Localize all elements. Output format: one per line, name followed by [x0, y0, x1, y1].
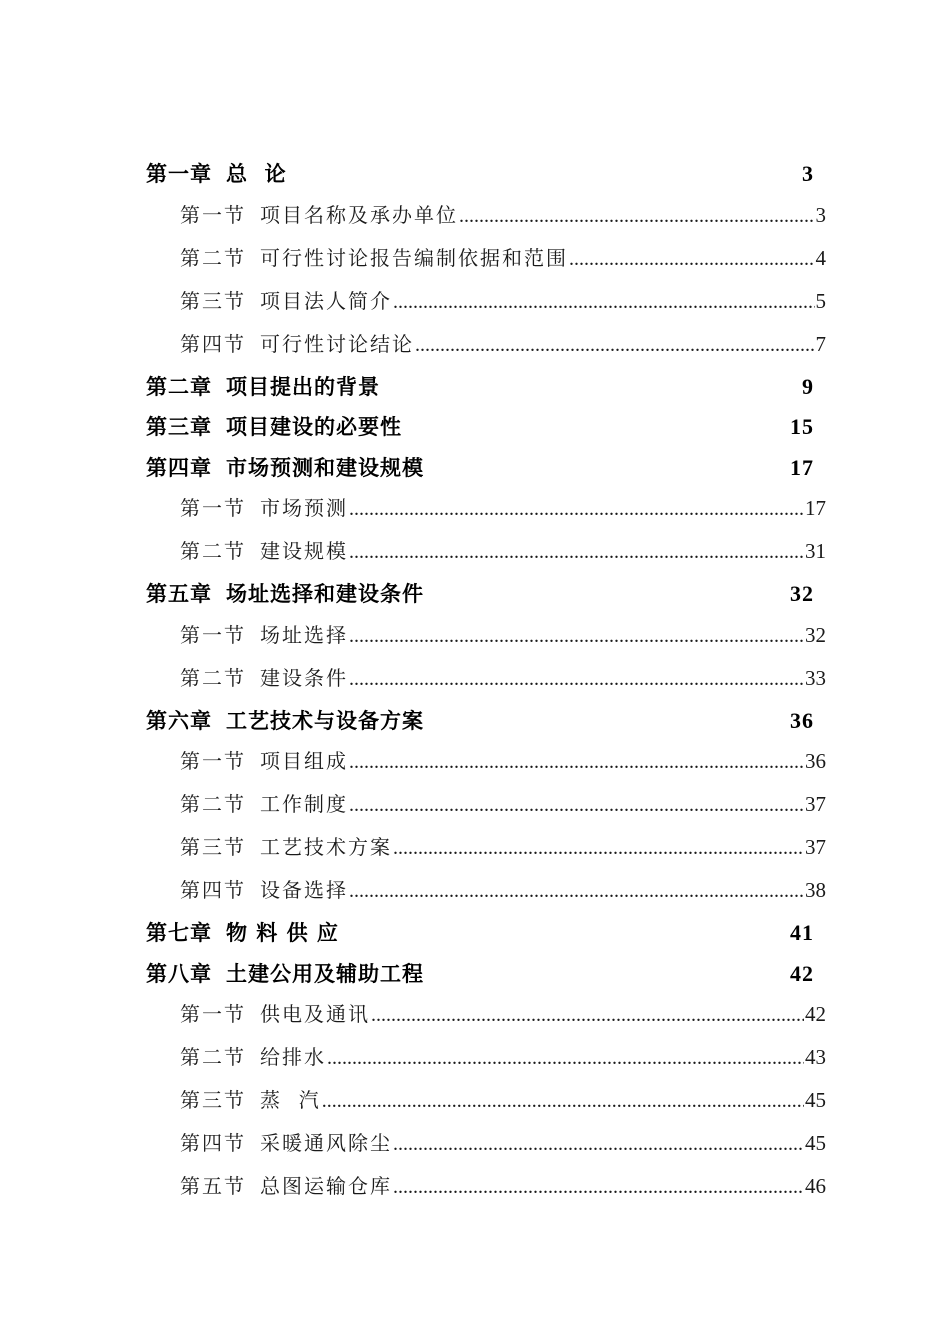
toc-section-entry[interactable] [146, 285, 826, 328]
toc-entry-prefix: 第六章 [146, 707, 212, 733]
toc-chapter-entry[interactable] [146, 452, 826, 493]
toc-entry-label [180, 1084, 321, 1113]
dot-leader [349, 794, 804, 817]
toc-entry-label [180, 831, 392, 860]
toc-entry-label [180, 662, 348, 691]
toc-entry-title: 可行性讨论结论 [260, 331, 414, 356]
toc-entry-title: 项目建设的必要性 [226, 414, 402, 439]
toc-page-number: 33 [805, 665, 826, 690]
dot-leader [349, 880, 804, 903]
toc-entry-label [180, 535, 348, 564]
toc-entry-label [180, 1041, 326, 1070]
toc-entry-title: 设备选择 [260, 878, 348, 902]
toc-entry-prefix: 第三节 [180, 835, 246, 859]
toc-section-entry[interactable] [146, 619, 826, 662]
toc-section-entry[interactable] [146, 492, 826, 535]
toc-page-number: 9 [802, 373, 814, 399]
toc-entry-label [146, 371, 380, 401]
toc-entry-label [146, 917, 339, 947]
toc-section-entry[interactable] [146, 1041, 826, 1084]
toc-page-number: 3 [815, 202, 826, 227]
toc-entry-prefix: 第一节 [180, 496, 246, 520]
toc-entry-prefix: 第三章 [146, 414, 212, 439]
toc-entry-prefix: 第二节 [180, 792, 246, 816]
toc-entry-title: 总图运输仓库 [260, 1174, 392, 1198]
toc-entry-label [180, 328, 414, 357]
dot-leader [349, 751, 804, 774]
toc-page-number: 31 [805, 539, 826, 563]
toc-entry-prefix: 第二节 [180, 245, 246, 270]
toc-entry-prefix: 第四节 [180, 878, 246, 902]
toc-page-number: 36 [790, 707, 814, 733]
toc-page-number: 7 [815, 331, 826, 356]
dot-leader [393, 1133, 804, 1156]
toc-entry-label [180, 788, 348, 817]
toc-entry-title: 工艺技术方案 [260, 835, 392, 859]
toc-entry-title: 建设条件 [260, 665, 348, 690]
toc-page-number: 5 [815, 288, 826, 313]
toc-entry-title: 供电及通讯 [260, 1002, 370, 1026]
dot-leader [322, 1090, 804, 1113]
toc-entry-prefix: 第一章 [146, 161, 212, 186]
toc-chapter-entry[interactable] [146, 578, 826, 619]
toc-entry-label [180, 285, 392, 314]
dot-leader [459, 205, 815, 228]
toc-entry-title: 采暖通风除尘 [260, 1131, 392, 1155]
toc-section-entry[interactable] [146, 199, 826, 242]
toc-entry-label [146, 452, 424, 482]
toc-entry-title: 总 论 [226, 161, 287, 186]
toc-page-number: 37 [805, 792, 826, 816]
toc-entry-label [146, 578, 424, 608]
toc-entry-label [180, 242, 568, 271]
toc-chapter-entry[interactable] [146, 158, 826, 199]
toc-entry-title: 土建公用及辅助工程 [226, 960, 424, 986]
toc-entry-title: 可行性讨论报告编制依据和范围 [260, 245, 568, 270]
toc-entry-title: 项目提出的背景 [226, 373, 380, 399]
toc-entry-prefix: 第四节 [180, 331, 246, 356]
toc-page-number: 4 [815, 245, 826, 270]
toc-entry-title: 市场预测和建设规模 [226, 454, 424, 480]
toc-section-entry[interactable] [146, 831, 826, 874]
toc-page-number: 32 [790, 581, 814, 606]
toc-section-entry[interactable] [146, 1170, 826, 1213]
toc-entry-label [180, 745, 348, 774]
toc-entry-title: 场址选择 [260, 622, 348, 647]
dot-leader [349, 668, 804, 691]
toc-entry-title: 工艺技术与设备方案 [226, 707, 424, 733]
toc-chapter-entry[interactable] [146, 958, 826, 999]
toc-entry-prefix: 第一节 [180, 202, 246, 227]
toc-entry-prefix: 第一节 [180, 749, 246, 773]
toc-entry-prefix: 第八章 [146, 960, 212, 986]
toc-entry-prefix: 第二节 [180, 665, 246, 690]
toc-entry-prefix: 第一节 [180, 622, 246, 647]
dot-leader [393, 1176, 804, 1199]
toc-chapter-entry[interactable] [146, 705, 826, 746]
toc-page-number: 42 [790, 960, 814, 986]
toc-entry-title: 蒸 汽 [260, 1088, 321, 1112]
toc-chapter-entry[interactable] [146, 411, 826, 452]
toc-section-entry[interactable] [146, 788, 826, 831]
toc-entry-prefix: 第七章 [146, 920, 212, 945]
dot-leader [327, 1047, 804, 1070]
table-of-contents [146, 158, 826, 1213]
toc-section-entry[interactable] [146, 535, 826, 578]
toc-entry-title: 项目名称及承办单位 [260, 202, 458, 227]
toc-chapter-entry[interactable] [146, 917, 826, 958]
toc-entry-label [180, 199, 458, 228]
toc-page-number: 32 [805, 622, 826, 647]
toc-page-number: 43 [805, 1045, 826, 1069]
toc-section-entry[interactable] [146, 328, 826, 371]
dot-leader [349, 625, 804, 648]
toc-entry-label [146, 705, 424, 735]
dot-leader [371, 1004, 804, 1027]
toc-entry-title: 建设规模 [260, 539, 348, 563]
dot-leader [415, 334, 815, 357]
toc-entry-title: 项目法人简介 [260, 288, 392, 313]
toc-page-number: 45 [805, 1131, 826, 1155]
toc-page-number: 36 [805, 749, 826, 773]
toc-page-number: 41 [790, 920, 814, 945]
toc-entry-prefix: 第四节 [180, 1131, 246, 1155]
toc-entry-label [180, 874, 348, 903]
toc-entry-prefix: 第二章 [146, 373, 212, 399]
dot-leader [393, 837, 804, 860]
toc-entry-label [180, 619, 348, 648]
toc-page-number: 3 [802, 161, 814, 186]
toc-section-entry[interactable] [146, 1084, 826, 1127]
toc-entry-label [180, 998, 370, 1027]
toc-page-number: 15 [790, 414, 814, 439]
toc-entry-prefix: 第五节 [180, 1174, 246, 1198]
toc-section-entry[interactable] [146, 998, 826, 1041]
toc-section-entry[interactable] [146, 1127, 826, 1170]
toc-entry-prefix: 第二节 [180, 539, 246, 563]
toc-entry-label [146, 958, 424, 988]
toc-page-number: 45 [805, 1088, 826, 1112]
toc-entry-label [146, 158, 287, 188]
toc-page-number: 17 [805, 496, 826, 520]
toc-section-entry[interactable] [146, 745, 826, 788]
toc-entry-title: 项目组成 [260, 749, 348, 773]
toc-section-entry[interactable] [146, 242, 826, 285]
toc-entry-prefix: 第五章 [146, 581, 212, 606]
toc-entry-prefix: 第三节 [180, 288, 246, 313]
toc-entry-title: 物 料 供 应 [226, 920, 339, 945]
dot-leader [349, 541, 804, 564]
toc-section-entry[interactable] [146, 874, 826, 917]
dot-leader [569, 248, 815, 271]
toc-entry-title: 工作制度 [260, 792, 348, 816]
toc-entry-prefix: 第三节 [180, 1088, 246, 1112]
toc-entry-label [146, 411, 402, 441]
toc-entry-label [180, 492, 348, 521]
toc-section-entry[interactable] [146, 662, 826, 705]
toc-page-number: 37 [805, 835, 826, 859]
toc-entry-prefix: 第二节 [180, 1045, 246, 1069]
toc-entry-prefix: 第四章 [146, 454, 212, 480]
dot-leader [349, 498, 804, 521]
toc-entry-label [180, 1170, 392, 1199]
toc-page-number: 38 [805, 878, 826, 902]
toc-page-number: 46 [805, 1174, 826, 1198]
toc-entry-prefix: 第一节 [180, 1002, 246, 1026]
toc-page-number: 17 [790, 454, 814, 480]
toc-page-number: 42 [805, 1002, 826, 1026]
toc-entry-title: 给排水 [260, 1045, 326, 1069]
dot-leader [393, 291, 815, 314]
toc-entry-title: 场址选择和建设条件 [226, 581, 424, 606]
toc-chapter-entry[interactable] [146, 371, 826, 412]
toc-entry-title: 市场预测 [260, 496, 348, 520]
toc-entry-label [180, 1127, 392, 1156]
